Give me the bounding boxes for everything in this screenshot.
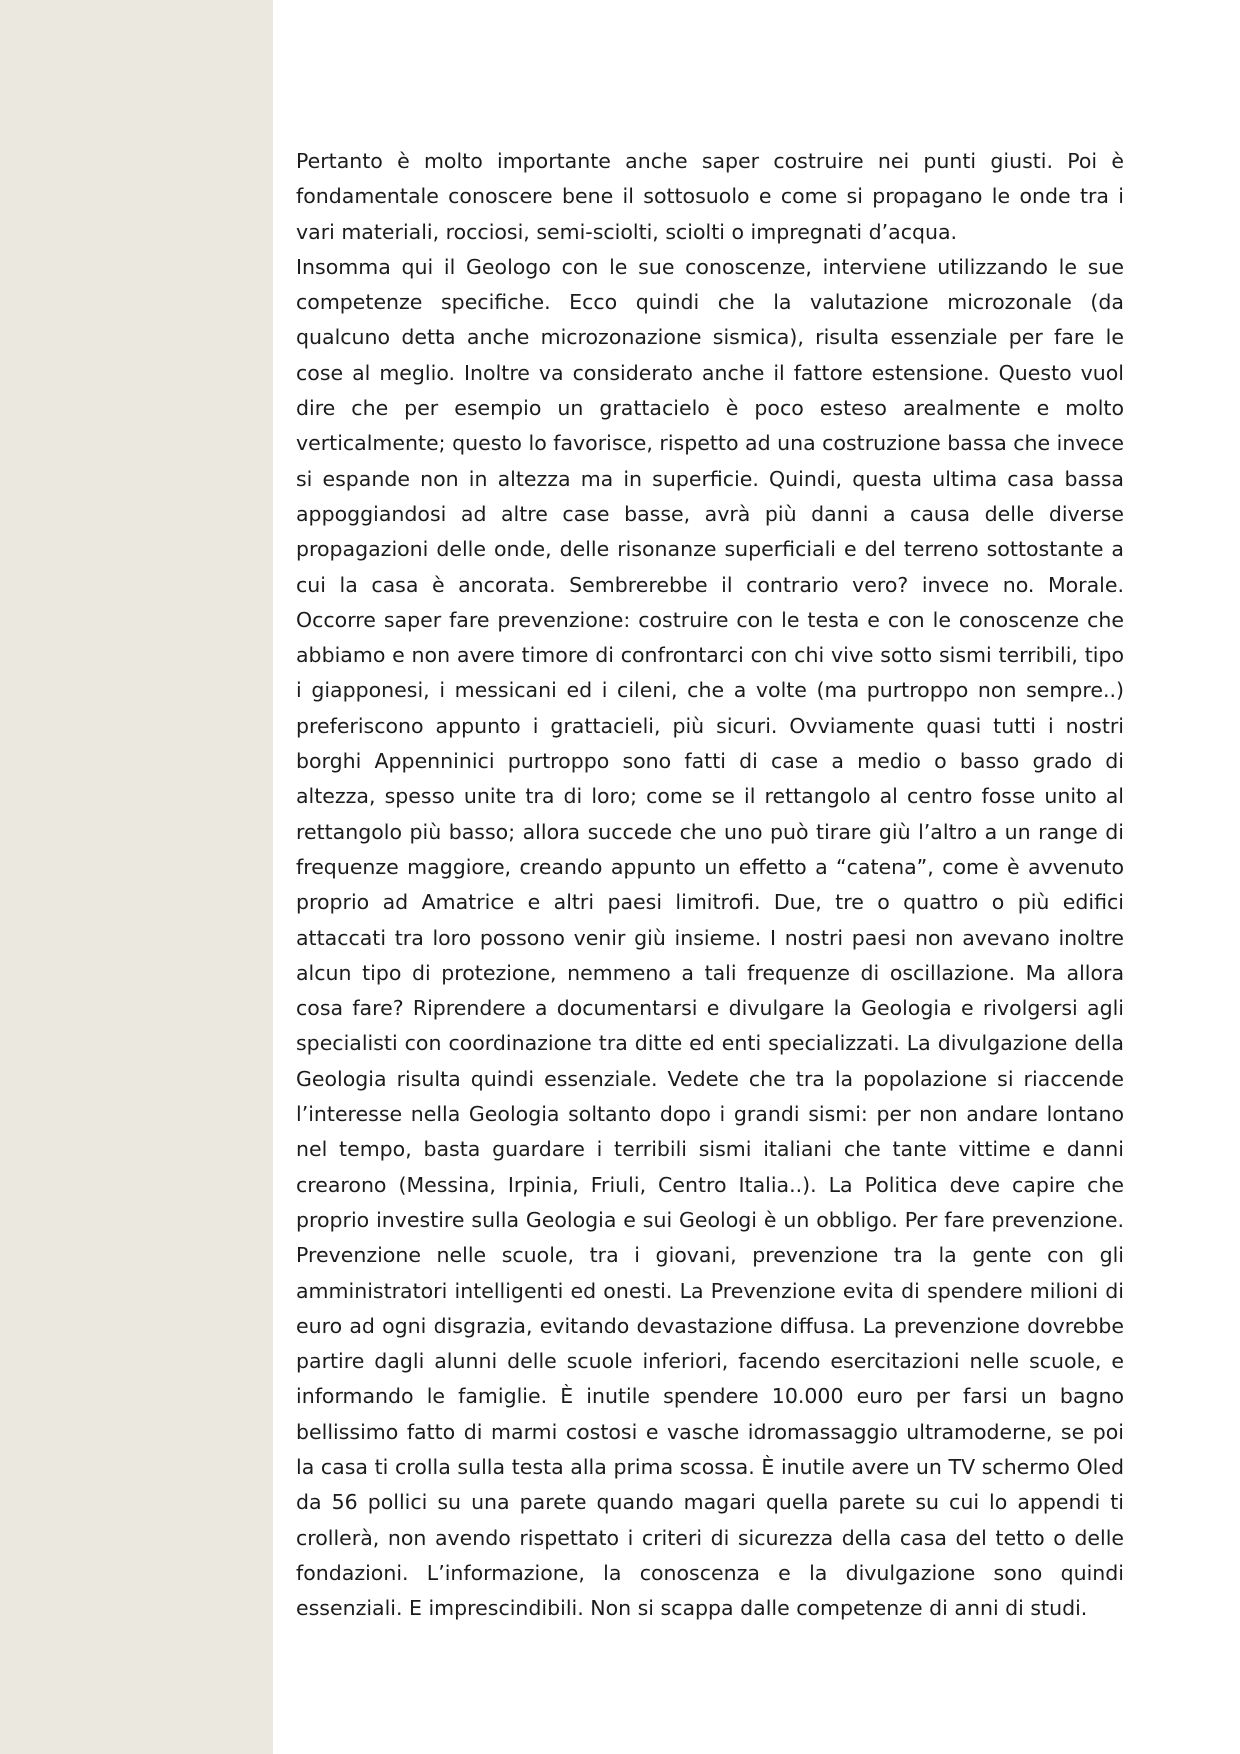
document-body <box>296 144 1124 1626</box>
side-margin-band <box>0 0 273 1754</box>
paragraph: Pertanto è molto importante anche saper costruire nei punti giusti. Poi è fondamentale conoscere bene il sottosuolo e come si propagano le onde tra i vari materiali, rocciosi, semi-sciolti, sciolti o impregnati d’acqua. <box>296 149 1124 244</box>
paragraph: Insomma qui il Geologo con le sue conoscenze, interviene utilizzando le sue competenze specifiche. Ecco quindi che la valutazione microzonale (da qualcuno detta anche microzonazione sismica), risulta essenziale per fare le cose al meglio. Inoltre va considerato anche il fattore estensione. Questo vuol dire che per esempio un grattacielo è poco esteso arealmente e molto verticalmente; questo lo favorisce, rispetto ad una costruzione bassa che invece si espande non in altezza ma in superficie. Quindi, questa ultima casa bassa appoggiandosi ad altre case basse, avrà più danni a causa delle diverse propagazioni delle onde, delle risonanze superficiali e del terreno sottostante a cui la casa è ancorata. Sembrerebbe il contrario vero? invece no. Morale. Occorre saper fare prevenzione: costruire con le testa e con le conoscenze che abbiamo e non avere timore di confrontarci con chi vive sotto sismi terribili, tipo i giapponesi, i messicani ed i cileni, che a volte (ma purtroppo non sempre..) preferiscono appunto i grattacieli, più sicuri. Ovviamente quasi tutti i nostri borghi Appenninici purtroppo sono fatti di case a medio o basso grado di altezza, spesso unite tra di loro; come se il rettangolo al centro fosse unito al rettangolo più basso; allora succede che uno può tirare giù l’altro a un range di frequenze maggiore, creando appunto un effetto a “catena”, come è avvenuto proprio ad Amatrice e altri paesi limitrofi. Due, tre o quattro o più edifici attaccati tra loro possono venir giù insieme. I nostri paesi non avevano inoltre alcun tipo di protezione, nemmeno a tali frequenze di oscillazione. Ma allora cosa fare? Riprendere a documentarsi e divulgare la Geologia e rivolgersi agli specialisti con coordinazione tra ditte ed enti specializzati. La divulgazione della Geologia risulta quindi essenziale. Vedete che tra la popolazione si riaccende l’interesse nella Geologia soltanto dopo i grandi sismi: per non andare lontano nel tempo, basta guardare i terribili sismi italiani che tante vittime e danni crearono (Messina, Irpinia, Friuli, Centro Italia..). La Politica deve capire che proprio investire sulla Geologia e sui Geologi è un obbligo. Per fare prevenzione. Prevenzione nelle scuole, tra i giovani, prevenzione tra la gente con gli amministratori intelligenti ed onesti. La Prevenzione evita di spendere milioni di euro ad ogni disgrazia, evitando devastazione diffusa. La prevenzione dovrebbe partire dagli alunni delle scuole inferiori, facendo esercitazioni nelle scuole, e informando le famiglie. È inutile spendere 10.000 euro per farsi un bagno bellissimo fatto di marmi costosi e vasche idromassaggio ultramoderne, se poi la casa ti crolla sulla testa alla prima scossa. È inutile avere un TV schermo Oled da 56 pollici su una parete quando magari quella parete su cui lo appendi ti crollerà, non avendo rispettato i criteri di sicurezza della casa del tetto o delle fondazioni. L’informazione, la conoscenza e la divulgazione sono quindi essenziali. E imprescindibili. Non si scappa dalle competenze di anni di studi. <box>296 254 1124 1621</box>
